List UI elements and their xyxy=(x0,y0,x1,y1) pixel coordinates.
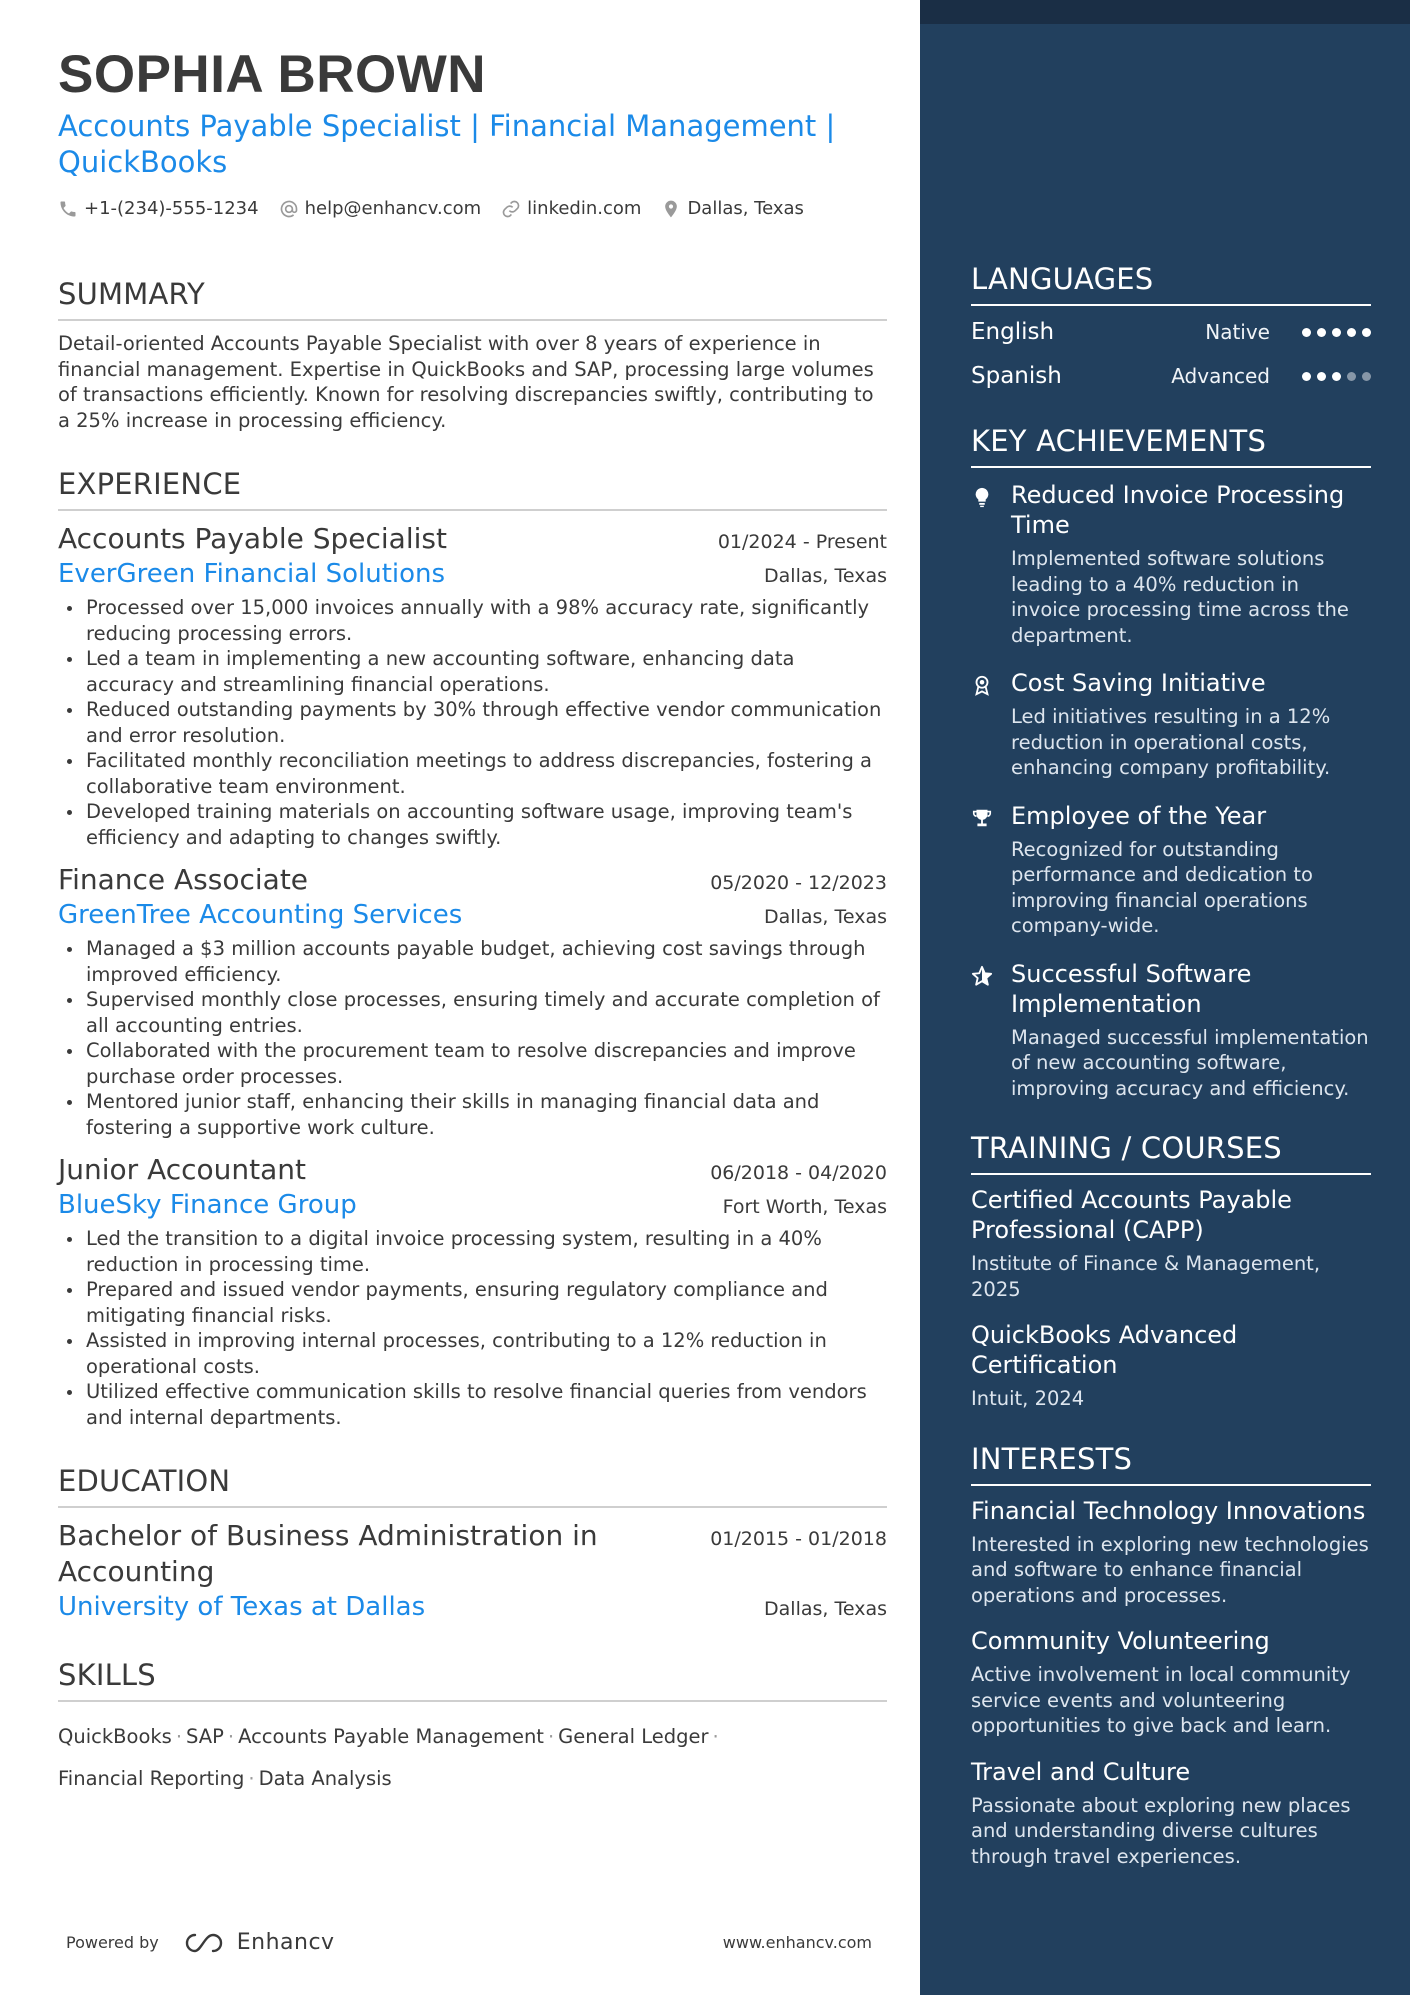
interest-title: Travel and Culture xyxy=(971,1757,1191,1786)
course-item xyxy=(971,1320,1371,1412)
phone-text: +1-(234)-555-1234 xyxy=(84,198,259,219)
language-row xyxy=(971,314,1371,350)
summary-text: Detail-oriented Accounts Payable Specialist with over 8 years of experience in financial management. Expertise in QuickBooks and SAP, processing large volumes of transactions efficiently. Known for resolving discrepancies swiftly, contributing to a 25% increase in processing efficiency. xyxy=(58,332,874,432)
bullet-item: Led a team in implementing a new accounting software, enhancing data accuracy and streamlining financial operations. xyxy=(58,646,887,697)
skills-section xyxy=(58,1658,887,1800)
achievement-item xyxy=(971,959,1371,1102)
school-location: Dallas, Texas xyxy=(764,1598,887,1620)
main-column xyxy=(58,44,887,1800)
award-ribbon-icon xyxy=(971,674,993,696)
experience-section xyxy=(58,467,887,1430)
interest-title: Financial Technology Innovations xyxy=(971,1496,1366,1525)
job-dates: 05/2020 - 12/2023 xyxy=(710,872,887,894)
education-section xyxy=(58,1464,887,1624)
phone-icon xyxy=(58,199,78,219)
school-name: University of Texas at Dallas xyxy=(58,1592,426,1622)
bullet-item: Developed training materials on accounting software usage, improving team's efficiency and adapting to changes swiftly. xyxy=(58,799,887,850)
bullet-item: Facilitated monthly reconciliation meetings to address discrepancies, fostering a collaborative team environment. xyxy=(58,748,887,799)
achievement-desc: Implemented software solutions leading to a 40% reduction in invoice processing time across the department. xyxy=(1011,547,1349,647)
language-level: Advanced xyxy=(1171,364,1270,388)
language-name: English xyxy=(971,319,1055,345)
headline: Accounts Payable Specialist | Financial Management | QuickBooks xyxy=(58,109,836,179)
skills-list: QuickBooks · SAP · Accounts Payable Management · General Ledger · Financial Reporting · Data Analysis xyxy=(58,1725,719,1790)
job-bullets xyxy=(58,936,887,1140)
achievement-title: Successful Software Implementation xyxy=(1011,959,1252,1018)
course-title: Certified Accounts Payable Professional (CAPP) xyxy=(971,1186,1292,1244)
contact-bar xyxy=(58,198,887,219)
bullet-item: Prepared and issued vendor payments, ensuring regulatory compliance and mitigating financial risks. xyxy=(58,1277,887,1328)
achievement-item xyxy=(971,668,1371,781)
bullet-item: Collaborated with the procurement team to resolve discrepancies and improve purchase order processes. xyxy=(58,1038,887,1089)
course-item xyxy=(971,1185,1371,1302)
job-bullets xyxy=(58,1226,887,1430)
languages-heading: LANGUAGES xyxy=(971,262,1371,306)
star-icon xyxy=(971,965,993,987)
skill-item: General Ledger xyxy=(558,1725,709,1748)
training-section xyxy=(971,1131,1371,1412)
at-icon xyxy=(279,199,299,219)
contact-linkedin[interactable] xyxy=(501,198,641,219)
language-level: Native xyxy=(1205,320,1270,344)
language-name: Spanish xyxy=(971,363,1062,389)
experience-heading: EXPERIENCE xyxy=(58,467,887,511)
interest-item xyxy=(971,1496,1371,1609)
job-location: Dallas, Texas xyxy=(764,906,887,928)
education-dates: 01/2015 - 01/2018 xyxy=(710,1528,887,1550)
location-pin-icon xyxy=(661,199,681,219)
linkedin-text: linkedin.com xyxy=(527,198,642,219)
summary-section xyxy=(58,277,887,433)
sidebar-top-strip xyxy=(920,0,1410,24)
company-name: BlueSky Finance Group xyxy=(58,1190,357,1220)
achievement-item xyxy=(971,480,1371,648)
skills-heading: SKILLS xyxy=(58,1658,887,1702)
bullet-item: Supervised monthly close processes, ensuring timely and accurate completion of all accounting entries. xyxy=(58,987,887,1038)
candidate-name: SOPHIA BROWN xyxy=(58,45,487,104)
degree-title: Bachelor of Business Administration in Accounting xyxy=(58,1519,598,1588)
achievement-desc: Recognized for outstanding performance and dedication to improving financial operations company-wide. xyxy=(1011,837,1313,937)
language-rating xyxy=(1302,372,1371,381)
company-name: EverGreen Financial Solutions xyxy=(58,559,446,589)
email-text: help@enhancv.com xyxy=(304,198,482,219)
skill-item: SAP xyxy=(186,1725,224,1748)
contact-email[interactable] xyxy=(279,198,482,219)
enhancv-logo-icon xyxy=(183,1931,229,1955)
skill-item: Data Analysis xyxy=(258,1767,392,1790)
link-icon xyxy=(501,199,521,219)
powered-by-label: Powered by xyxy=(66,1933,159,1952)
achievement-desc: Managed successful implementation of new accounting software, improving accuracy and efficiency. xyxy=(1011,1025,1369,1100)
powered-by xyxy=(58,1930,335,1955)
training-heading: TRAINING / COURSES xyxy=(971,1131,1371,1175)
interest-item xyxy=(971,1757,1371,1870)
job-entry xyxy=(58,521,887,850)
lightbulb-icon xyxy=(971,486,993,508)
course-desc: Institute of Finance & Management, 2025 xyxy=(971,1252,1321,1301)
job-bullets xyxy=(58,595,887,850)
education-heading: EDUCATION xyxy=(58,1464,887,1508)
sidebar-content xyxy=(971,262,1371,1869)
brand-name: Enhancv xyxy=(236,1930,335,1955)
skill-item: Accounts Payable Management xyxy=(238,1725,544,1748)
achievement-item xyxy=(971,801,1371,939)
bullet-item: Mentored junior staff, enhancing their skills in managing financial data and fostering a supportive work culture. xyxy=(58,1089,887,1140)
location-text: Dallas, Texas xyxy=(687,198,804,219)
enhancv-logo[interactable] xyxy=(183,1930,335,1955)
footer xyxy=(58,1930,880,1955)
job-entry xyxy=(58,1152,887,1430)
summary-heading: SUMMARY xyxy=(58,277,887,321)
bullet-item: Led the transition to a digital invoice processing system, resulting in a 40% reduction in processing time. xyxy=(58,1226,887,1277)
contact-phone[interactable] xyxy=(58,198,259,219)
education-entry xyxy=(58,1518,887,1624)
job-location: Fort Worth, Texas xyxy=(722,1196,887,1218)
job-dates: 01/2024 - Present xyxy=(717,531,887,553)
company-name: GreenTree Accounting Services xyxy=(58,900,463,930)
bullet-item: Utilized effective communication skills to resolve financial queries from vendors and internal departments. xyxy=(58,1379,887,1430)
job-location: Dallas, Texas xyxy=(764,565,887,587)
language-row xyxy=(971,358,1371,394)
contact-location xyxy=(661,198,804,219)
skill-item: QuickBooks xyxy=(58,1725,172,1748)
trophy-icon xyxy=(971,807,993,829)
interests-heading: INTERESTS xyxy=(971,1442,1371,1486)
job-title: Junior Accountant xyxy=(58,1153,307,1186)
skill-item: Financial Reporting xyxy=(58,1767,245,1790)
course-desc: Intuit, 2024 xyxy=(971,1387,1085,1410)
interest-title: Community Volunteering xyxy=(971,1627,1270,1655)
bullet-item: Reduced outstanding payments by 30% through effective vendor communication and error resolution. xyxy=(58,697,887,748)
bullet-item: Processed over 15,000 invoices annually with a 98% accuracy rate, significantly reducing processing errors. xyxy=(58,595,887,646)
job-entry xyxy=(58,862,887,1140)
bullet-item: Assisted in improving internal processes, contributing to a 12% reduction in operational costs. xyxy=(58,1328,887,1379)
achievement-desc: Led initiatives resulting in a 12% reduction in operational costs, enhancing company profitability. xyxy=(1011,705,1331,779)
bullet-item: Managed a $3 million accounts payable budget, achieving cost savings through improved efficiency. xyxy=(58,936,887,987)
interest-desc: Passionate about exploring new places and understanding diverse cultures through travel experiences. xyxy=(971,1793,1351,1868)
interest-item xyxy=(971,1626,1371,1739)
job-title: Accounts Payable Specialist xyxy=(58,522,447,555)
language-rating xyxy=(1302,328,1371,337)
job-title: Finance Associate xyxy=(58,863,309,896)
footer-website[interactable]: www.enhancv.com xyxy=(722,1933,872,1952)
interests-section xyxy=(971,1442,1371,1870)
job-dates: 06/2018 - 04/2020 xyxy=(710,1162,887,1184)
interest-desc: Active involvement in local community service events and volunteering opportunities to give back and learn. xyxy=(971,1663,1351,1737)
course-title: QuickBooks Advanced Certification xyxy=(971,1321,1238,1379)
interest-desc: Interested in exploring new technologies and software to enhance financial operations and processes. xyxy=(971,1532,1369,1607)
achievement-title: Cost Saving Initiative xyxy=(1011,669,1266,697)
achievements-section xyxy=(971,424,1371,1101)
languages-section xyxy=(971,262,1371,394)
achievement-title: Employee of the Year xyxy=(1011,801,1267,830)
achievements-heading: KEY ACHIEVEMENTS xyxy=(971,424,1371,468)
achievement-title: Reduced Invoice Processing Time xyxy=(1011,481,1345,539)
sidebar xyxy=(920,0,1410,1995)
